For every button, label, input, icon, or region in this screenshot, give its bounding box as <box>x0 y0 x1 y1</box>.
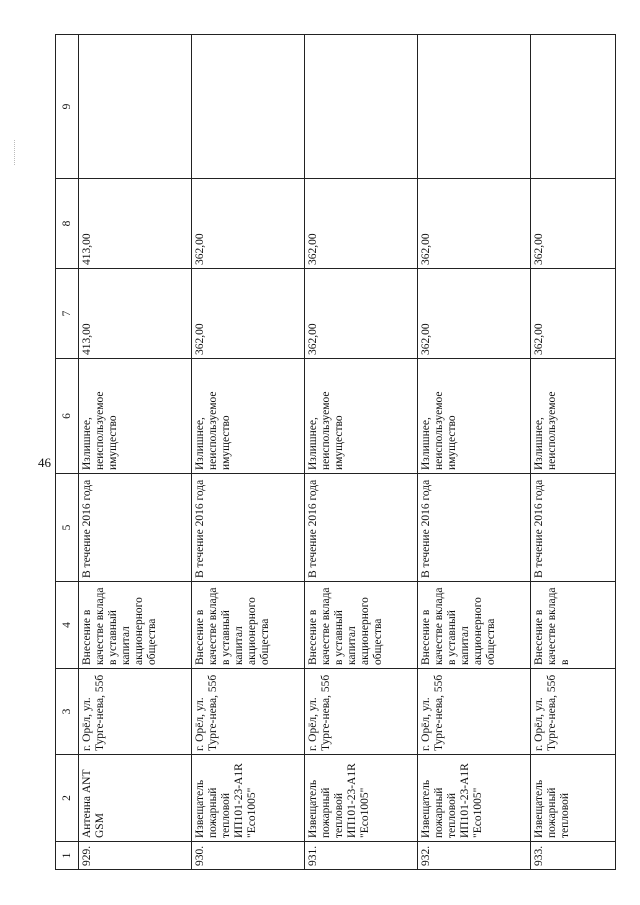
item-period: В течение 2016 года <box>305 474 418 582</box>
item-value-8: 413,00 <box>79 179 192 269</box>
header-cell: 2 <box>56 755 79 842</box>
item-value-9 <box>531 35 616 179</box>
header-cell: 3 <box>56 669 79 755</box>
header-cell: 7 <box>56 269 79 359</box>
item-method: Внесение в качестве вклада в уставный капитал акционерного общества <box>192 582 305 669</box>
row-number: 931. <box>305 842 418 870</box>
item-method: Внесение в качестве вклада в <box>531 582 616 669</box>
table-row <box>418 35 531 870</box>
item-address: г. Орёл, ул. Турге-нева, 55б <box>305 669 418 755</box>
item-reason: Излишнее, неиспользуемое <box>531 359 616 474</box>
item-method: Внесение в качестве вклада в уставный капитал акционерного общества <box>305 582 418 669</box>
header-cell: 6 <box>56 359 79 474</box>
item-reason: Излишнее, неиспользуемое имущество <box>192 359 305 474</box>
header-cell: 8 <box>56 179 79 269</box>
row-number: 930. <box>192 842 305 870</box>
scan-artifact <box>14 140 15 165</box>
item-value-8: 362,00 <box>305 179 418 269</box>
item-name: Извещатель пожарный тепловой ИП101-23-A1R "Eco1005" <box>305 755 418 842</box>
item-period: В течение 2016 года <box>531 474 616 582</box>
item-name: Извещатель пожарный тепловой <box>531 755 616 842</box>
item-value-9 <box>79 35 192 179</box>
item-value-7: 413,00 <box>79 269 192 359</box>
header-row <box>56 35 79 870</box>
item-value-8: 362,00 <box>192 179 305 269</box>
header-cell: 5 <box>56 474 79 582</box>
item-reason: Излишнее, неиспользуемое имущество <box>418 359 531 474</box>
rotated-table-container <box>55 35 615 870</box>
item-address: г. Орёл, ул. Турге-нева, 55б <box>79 669 192 755</box>
item-value-7: 362,00 <box>192 269 305 359</box>
item-address: г. Орёл, ул. Турге-нева, 55б <box>418 669 531 755</box>
table-row <box>79 35 192 870</box>
item-name: Извещатель пожарный тепловой ИП101-23-A1R "Eco1005" <box>418 755 531 842</box>
item-address: г. Орёл, ул. Турге-нева, 55б <box>531 669 616 755</box>
row-number: 929. <box>79 842 192 870</box>
item-value-9 <box>192 35 305 179</box>
item-value-8: 362,00 <box>418 179 531 269</box>
header-cell: 1 <box>56 842 79 870</box>
property-table <box>55 34 616 870</box>
table-row <box>305 35 418 870</box>
header-cell: 4 <box>56 582 79 669</box>
table-row <box>531 35 616 870</box>
item-name: Антенна ANT GSM <box>79 755 192 842</box>
item-period: В течение 2016 года <box>79 474 192 582</box>
page-number: 46 <box>38 455 51 470</box>
item-period: В течение 2016 года <box>418 474 531 582</box>
item-value-7: 362,00 <box>418 269 531 359</box>
header-cell: 9 <box>56 35 79 179</box>
item-reason: Излишнее, неиспользуемое имущество <box>305 359 418 474</box>
item-address: г. Орёл, ул. Турге-нева, 55б <box>192 669 305 755</box>
row-number: 932. <box>418 842 531 870</box>
item-value-8: 362,00 <box>531 179 616 269</box>
table-row <box>192 35 305 870</box>
item-name: Извещатель пожарный тепловой ИП101-23-A1R "Eco1005" <box>192 755 305 842</box>
row-number: 933. <box>531 842 616 870</box>
item-method: Внесение в качестве вклада в уставный капитал акционерного общества <box>79 582 192 669</box>
item-value-7: 362,00 <box>305 269 418 359</box>
item-method: Внесение в качестве вклада в уставный капитал акционерного общества <box>418 582 531 669</box>
item-reason: Излишнее, неиспользуемое имущество <box>79 359 192 474</box>
item-value-9 <box>418 35 531 179</box>
item-period: В течение 2016 года <box>192 474 305 582</box>
item-value-7: 362,00 <box>531 269 616 359</box>
item-value-9 <box>305 35 418 179</box>
